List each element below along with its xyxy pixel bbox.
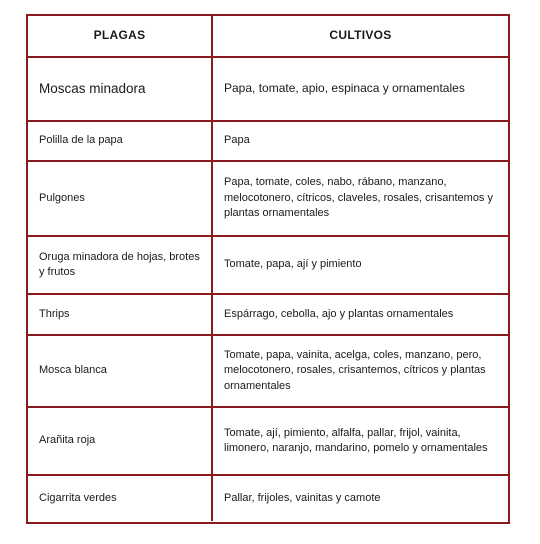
- pest-cell: Polilla de la papa: [28, 122, 213, 162]
- pest-cell: Arañita roja: [28, 408, 213, 476]
- header-pests: PLAGAS: [28, 16, 213, 58]
- crops-cell: Papa, tomate, apio, espinaca y ornamentales: [213, 58, 508, 122]
- pest-cell: Cigarrita verdes: [28, 476, 213, 521]
- pest-cell: Oruga minadora de hojas, brotes y frutos: [28, 237, 213, 295]
- pest-cell: Moscas minadora: [28, 58, 213, 122]
- pest-cell: Mosca blanca: [28, 336, 213, 408]
- crops-cell: Pallar, frijoles, vainitas y camote: [224, 491, 381, 504]
- pest-cell: Pulgones: [28, 162, 213, 237]
- header-crops: CULTIVOS: [213, 16, 508, 58]
- crops-cell: Tomate, ají, pimiento, alfalfa, pallar, frijol, vainita, limonero, naranjo, mandarino, pomelo y ornamentales: [213, 408, 508, 476]
- crops-cell: Tomate, papa, ají y pimiento: [213, 237, 508, 295]
- crops-cell: Papa, tomate, coles, nabo, rábano, manzano, melocotonero, cítricos, claveles, rosales, crisantemos y plantas ornamentales: [213, 162, 508, 237]
- pest-cell: Thrips: [28, 295, 213, 336]
- crops-cell: Espárrago, cebolla, ajo y plantas ornamentales: [213, 295, 508, 336]
- crops-cell: Papa: [213, 122, 508, 162]
- pests-crops-table: [26, 14, 510, 524]
- crops-cell: Tomate, papa, vainita, acelga, coles, manzano, pero, melocotonero, rosales, crisantemos, cítricos y plantas ornamentales: [213, 336, 508, 408]
